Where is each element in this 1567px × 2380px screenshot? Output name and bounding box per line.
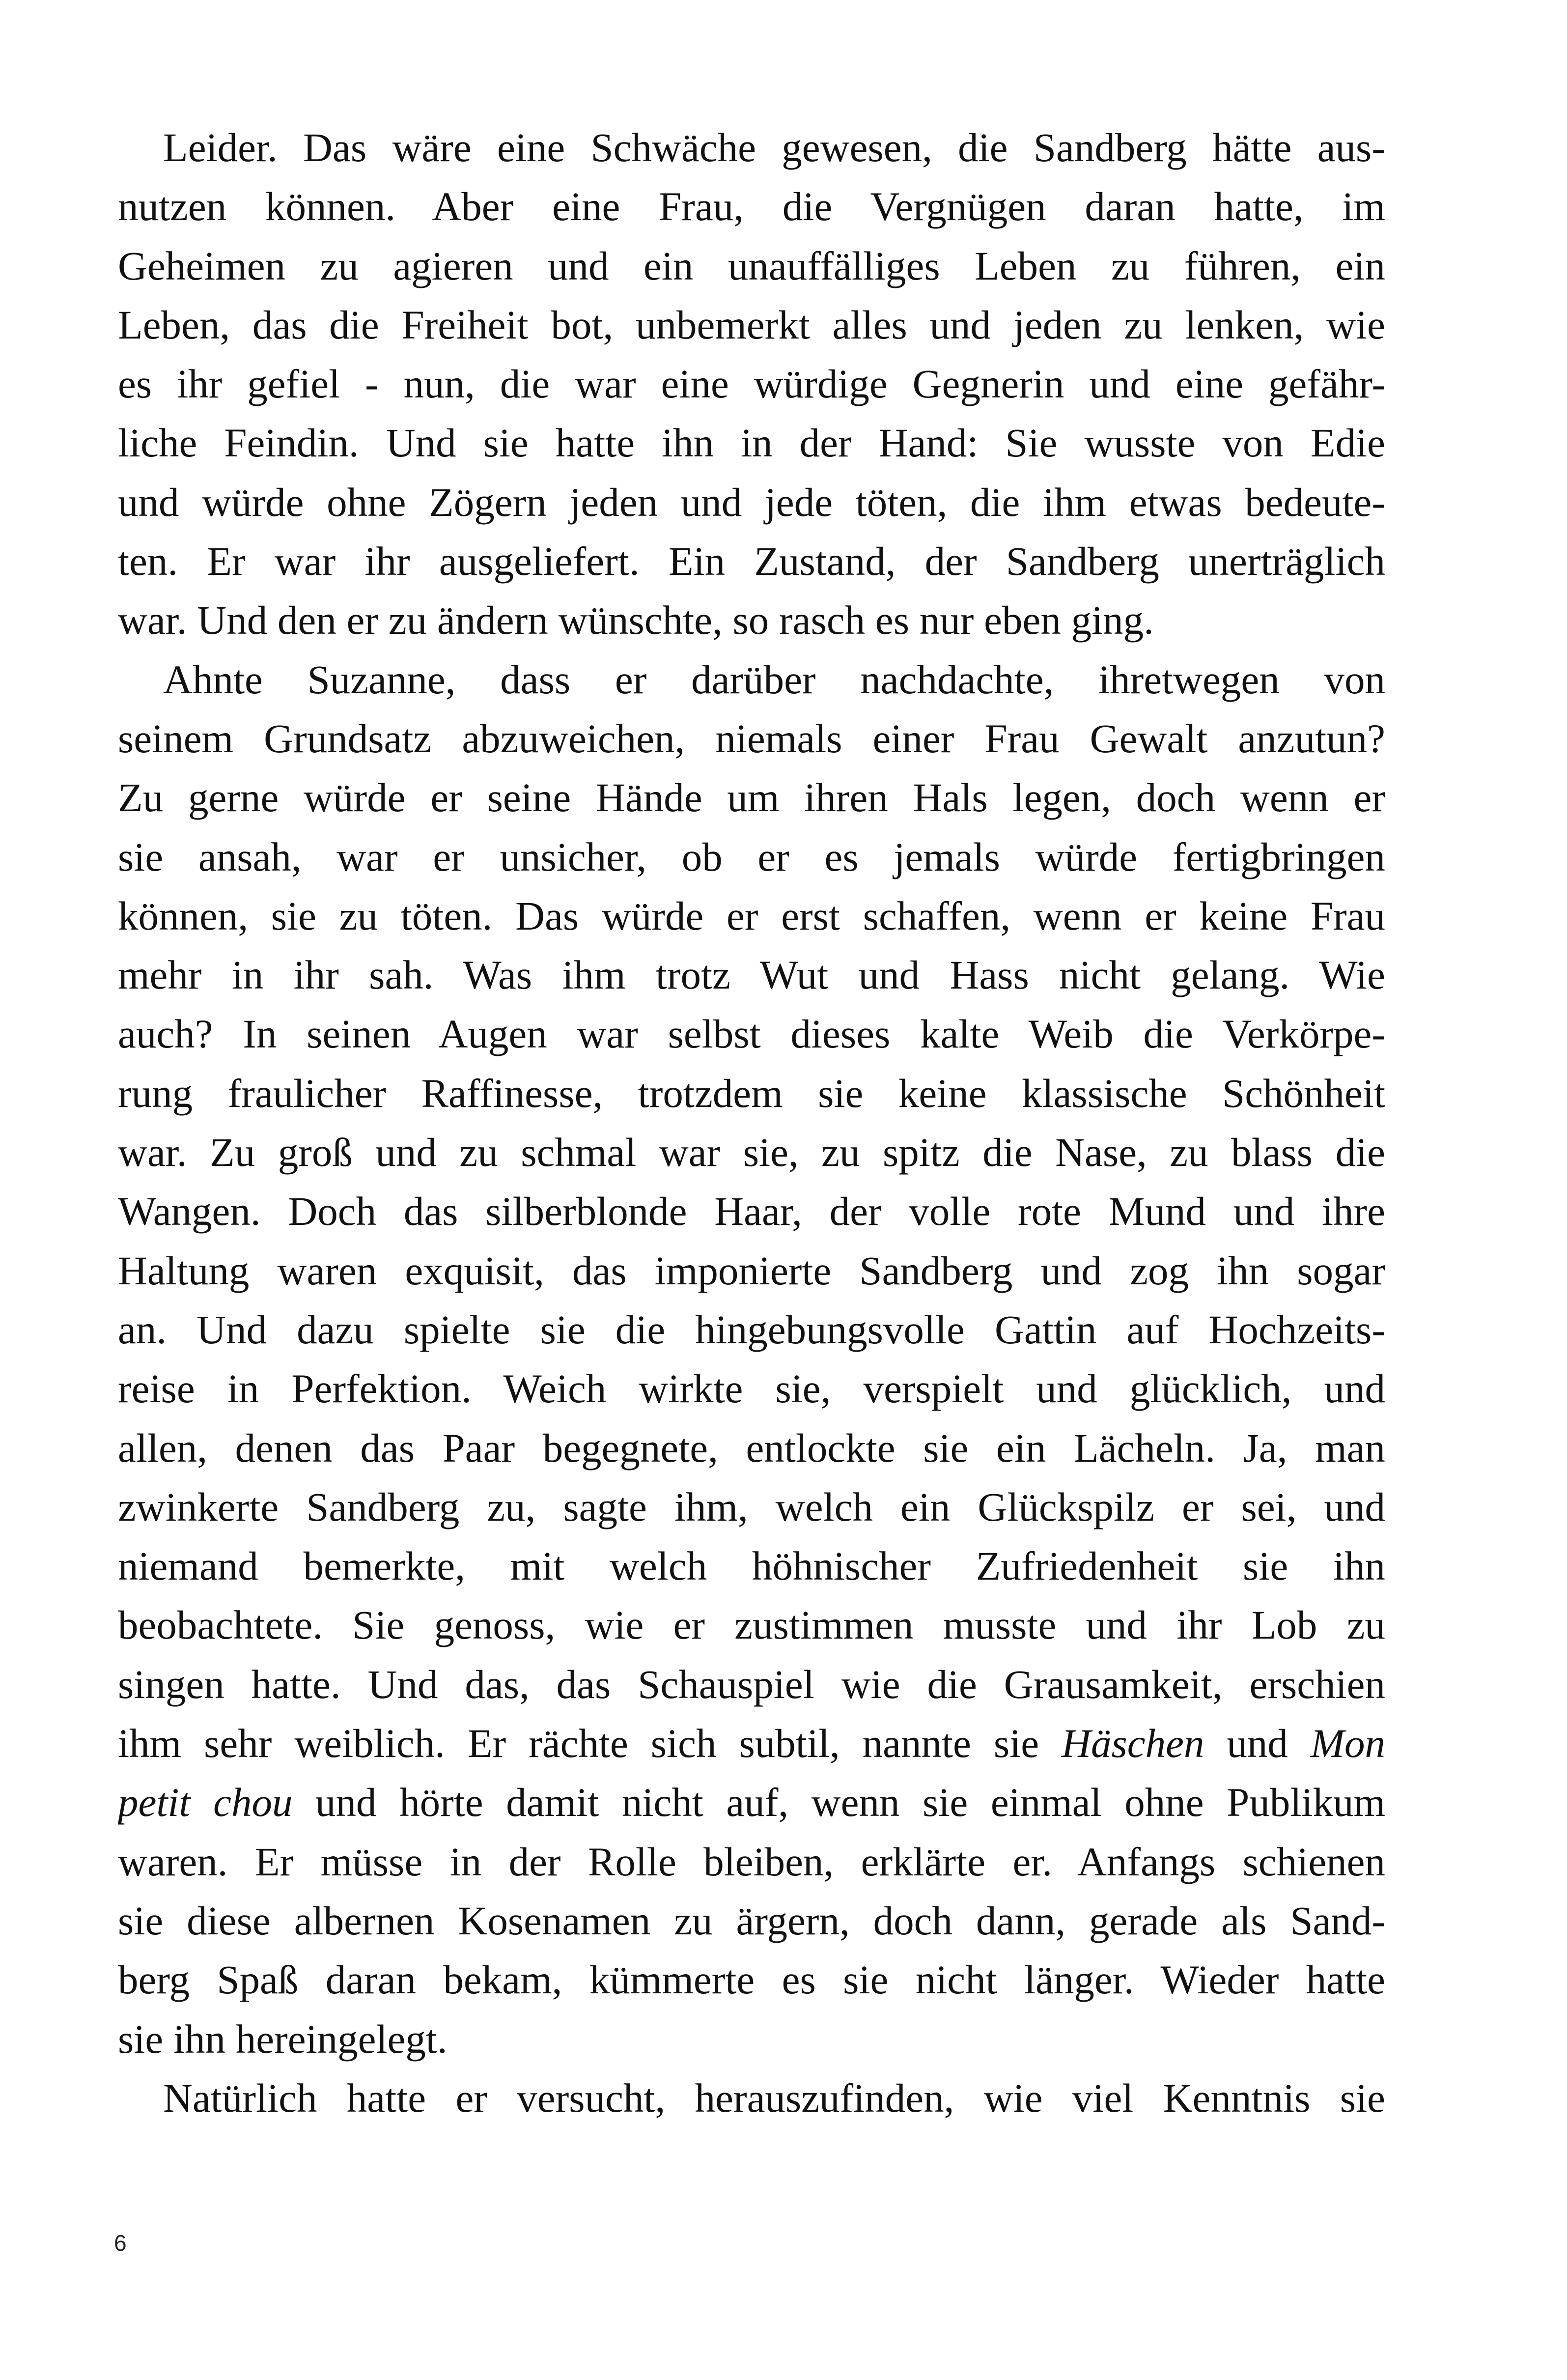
text-line: ten. Er war ihr ausgeliefert. Ein Zustand, der Sandberg unerträglich xyxy=(118,538,1385,584)
text-line: sie ihn hereingelegt. xyxy=(118,2016,448,2062)
text-line: können, sie zu töten. Das würde er erst schaffen, wenn er keine Frau xyxy=(118,893,1385,938)
text-segment: ihm sehr weiblich. Er rächte sich subtil, nannte sie xyxy=(118,1721,1062,1766)
text-line: nutzen können. Aber eine Frau, die Vergnügen daran hatte, im xyxy=(118,184,1385,229)
body-text xyxy=(118,118,1385,2127)
text-line: Geheimen zu agieren und ein unauffälliges Leben zu führen, ein xyxy=(118,243,1385,288)
text-line: Haltung waren exquisit, das imponierte Sandberg und zog ihn sogar xyxy=(118,1247,1385,1293)
text-line: Ahnte Suzanne, dass er darüber nachdachte, ihretwegen von xyxy=(163,656,1385,702)
text-line: zwinkerte Sandberg zu, sagte ihm, welch ein Glückspilz er sei, und xyxy=(118,1484,1385,1530)
text-line: Leben, das die Freiheit bot, unbemerkt alles und jeden zu lenken, wie xyxy=(118,302,1385,347)
text-line: sie ansah, war er unsicher, ob er es jemals würde fertigbringen xyxy=(118,834,1385,879)
text-line: niemand bemerkte, mit welch höhnischer Zufriedenheit sie ihn xyxy=(118,1543,1385,1589)
text-line-with-italics xyxy=(118,1773,1385,1832)
text-line: berg Spaß daran bekam, kümmerte es sie nicht länger. Wieder hatte xyxy=(118,1957,1385,2003)
text-line: an. Und dazu spielte sie die hingebungsvolle Gattin auf Hochzeits- xyxy=(118,1306,1385,1352)
italic-word: petit chou xyxy=(118,1780,293,1825)
text-line: war. Und den er zu ändern wünschte, so rasch es nur eben ging. xyxy=(118,597,1154,643)
text-line: reise in Perfektion. Weich wirkte sie, verspielt und glücklich, und xyxy=(118,1366,1385,1412)
text-segment: und xyxy=(1204,1721,1311,1766)
text-segment: und hörte damit nicht auf, wenn sie einmal ohne Publikum xyxy=(292,1780,1385,1825)
text-line-with-italics xyxy=(118,1714,1385,1773)
text-line: sie diese albernen Kosenamen zu ärgern, doch dann, gerade als Sand- xyxy=(118,1898,1385,1943)
text-line: liche Feindin. Und sie hatte ihn in der Hand: Sie wusste von Edie xyxy=(118,420,1385,466)
text-line: waren. Er müsse in der Rolle bleiben, erklärte er. Anfangs schienen xyxy=(118,1839,1385,1884)
text-line: Leider. Das wäre eine Schwäche gewesen, die Sandberg hätte aus- xyxy=(163,125,1385,170)
text-line: seinem Grundsatz abzuweichen, niemals einer Frau Gewalt anzutun? xyxy=(118,715,1385,761)
italic-word: Mon xyxy=(1310,1721,1385,1766)
text-line: Natürlich hatte er versucht, herauszufinden, wie viel Kenntnis sie xyxy=(163,2075,1385,2121)
text-line: Wangen. Doch das silberblonde Haar, der volle rote Mund und ihre xyxy=(118,1189,1385,1234)
text-line: beobachtete. Sie genoss, wie er zustimmen musste und ihr Lob zu xyxy=(118,1602,1385,1648)
text-line: mehr in ihr sah. Was ihm trotz Wut und Hass nicht gelang. Wie xyxy=(118,952,1385,998)
text-line: war. Zu groß und zu schmal war sie, zu spitz die Nase, zu blass die xyxy=(118,1130,1385,1175)
page-number: 6 xyxy=(114,2230,127,2256)
text-line: auch? In seinen Augen war selbst dieses kalte Weib die Verkörpe- xyxy=(118,1011,1385,1057)
text-line: Zu gerne würde er seine Hände um ihren Hals legen, doch wenn er xyxy=(118,775,1385,821)
italic-word: Häschen xyxy=(1062,1721,1204,1766)
text-line: rung fraulicher Raffinesse, trotzdem sie keine klassische Schönheit xyxy=(118,1070,1385,1116)
text-line: und würde ohne Zögern jeden und jede töten, die ihm etwas bedeute- xyxy=(118,479,1385,525)
text-line: allen, denen das Paar begegnete, entlockte sie ein Lächeln. Ja, man xyxy=(118,1425,1385,1471)
text-line: singen hatte. Und das, das Schauspiel wie die Grausamkeit, erschien xyxy=(118,1661,1385,1707)
text-line: es ihr gefiel - nun, die war eine würdige Gegnerin und eine gefähr- xyxy=(118,361,1385,407)
